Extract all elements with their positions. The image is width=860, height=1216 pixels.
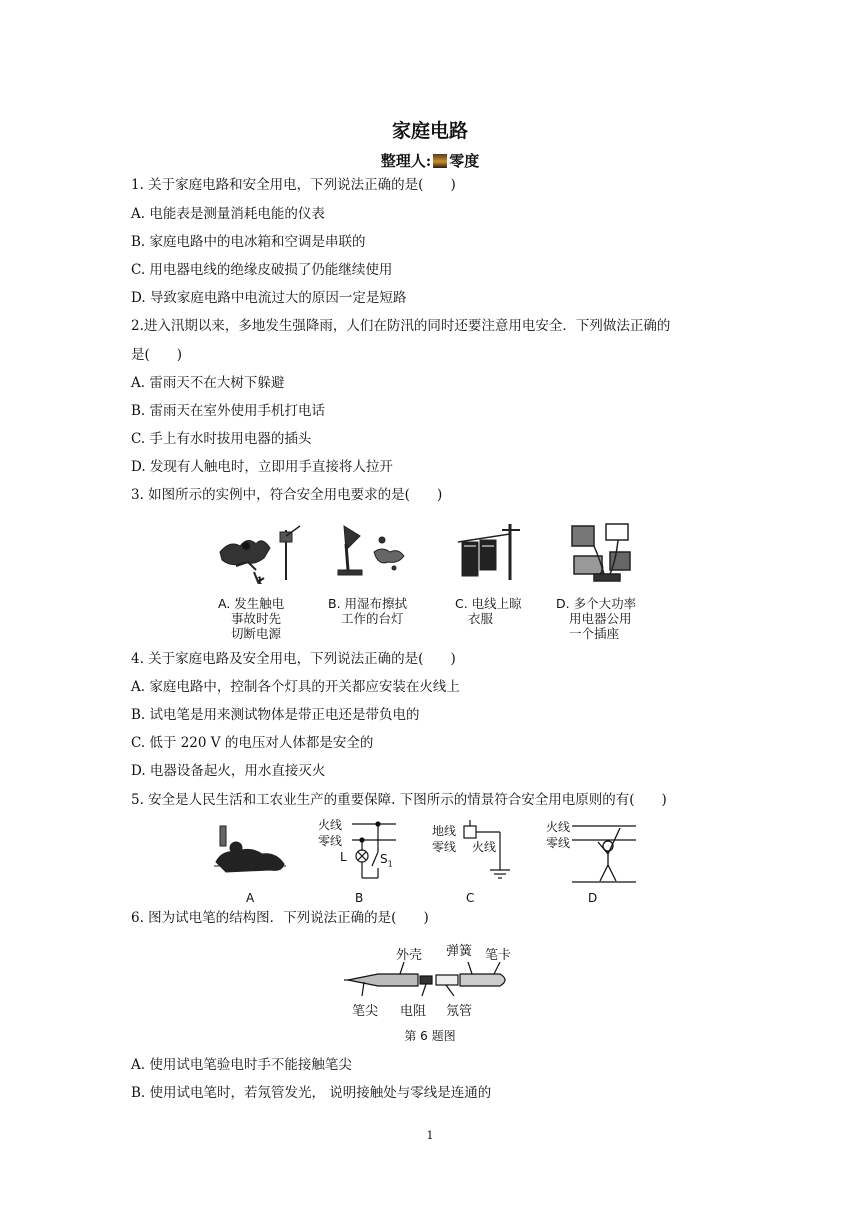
q6-option-a: A. 使用试电笔验电时手不能接触笔尖 [131, 1057, 352, 1073]
q6-stem: 6. 图为试电笔的结构图．下列说法正确的是( ) [131, 910, 429, 926]
q4-option-c: C. 低于 220 V 的电压对人体都是安全的 [131, 735, 374, 751]
author-prefix: 整理人: [380, 152, 432, 170]
q6-figure-caption: 第 6 题图 [404, 1029, 456, 1043]
q6-test-pen-figure [344, 960, 520, 1000]
q1-stem: 1. 关于家庭电路和安全用电，下列说法正确的是( ) [131, 177, 456, 193]
q6-label-spring: 弹簧 [446, 944, 473, 959]
q1-option-a: A. 电能表是测量消耗电能的仪表 [131, 206, 325, 222]
q5-d-live-label: 火线 [546, 820, 571, 834]
q3-stem: 3. 如图所示的实例中，符合安全用电要求的是( ) [131, 487, 443, 503]
q1-option-c: C. 用电器电线的绝缘皮破损了仍能继续使用 [131, 262, 393, 278]
svg-text:1: 1 [256, 576, 263, 587]
q2-option-a: A. 雷雨天不在大树下躲避 [131, 375, 285, 391]
q2-option-b: B. 雷雨天在室外使用手机打电话 [131, 403, 326, 419]
q4-option-d: D. 电器设备起火，用水直接灭火 [131, 763, 326, 779]
q5-panel-b: B [355, 891, 364, 905]
page-number: 1 [426, 1129, 434, 1142]
page-title: 家庭电路 [391, 120, 468, 142]
q1-option-b: B. 家庭电路中的电冰箱和空调是串联的 [131, 234, 366, 250]
q6-option-b: B. 使用试电笔时，若氖管发光， 说明接触处与零线是连通的 [131, 1085, 492, 1101]
q5-stem: 5. 安全是人民生活和工农业生产的重要保障. 下图所示的情景符合安全用电原则的有( ) [131, 792, 667, 808]
q3-figure-a [216, 522, 302, 586]
q6-label-resistor: 电阻 [400, 1004, 427, 1019]
q5-b-neutral-label: 零线 [318, 834, 343, 848]
q4-stem: 4. 关于家庭电路及安全用电，下列说法正确的是( ) [131, 651, 456, 667]
q5-b-switch-label: $S_1$ [380, 852, 393, 869]
q3-caption-a: A. 发生触电 事故时先 切断电源 [218, 596, 285, 641]
q5-c-ground-label: 地线 [432, 824, 457, 838]
q5-b-live-label: 火线 [318, 818, 343, 832]
q4-option-a: A. 家庭电路中，控制各个灯具的开关都应安装在火线上 [131, 679, 460, 695]
q5-panel-d: D [588, 891, 598, 905]
q4-option-b: B. 试电笔是用来测试物体是带正电还是带负电的 [131, 707, 420, 723]
q5-d-neutral-label: 零线 [546, 836, 571, 850]
author-avatar-icon [433, 154, 447, 168]
q3-caption-b: B. 用湿布擦拭 工作的台灯 [328, 596, 408, 626]
q3-figure-c [456, 520, 522, 582]
q5-c-live-label: 火线 [472, 840, 497, 854]
author-name: 零度 [449, 152, 480, 170]
q5-figure-a [212, 822, 288, 874]
q2-option-d: D. 发现有人触电时，立即用手直接将人拉开 [131, 459, 393, 475]
q3-figure-b [334, 522, 414, 578]
q6-label-clip: 笔卡 [485, 948, 512, 963]
q2-stem-line2: 是( ) [131, 347, 183, 363]
q5-c-neutral-label: 零线 [432, 840, 457, 854]
q5-panel-c: C [466, 891, 475, 905]
q6-label-shell: 外壳 [396, 948, 423, 963]
q5-panel-a: A [246, 891, 255, 905]
q1-option-d: D. 导致家庭电路中电流过大的原因一定是短路 [131, 290, 407, 306]
q3-caption-c: C. 电线上晾 衣服 [455, 596, 522, 626]
q2-stem-line1: 2.进入汛期以来，多地发生强降雨，人们在防汛的同时还要注意用电安全．下列做法正确的 [131, 318, 671, 334]
q6-label-tube: 氖管 [446, 1004, 473, 1019]
q5-b-lamp-label: L [340, 850, 347, 864]
q6-label-tip: 笔尖 [352, 1004, 379, 1019]
q2-option-c: C. 手上有水时拔用电器的插头 [131, 431, 312, 447]
author-line [0, 150, 860, 171]
q3-caption-d: D. 多个大功率 用电器公用 一个插座 [556, 596, 637, 641]
q3-figure-d [566, 516, 638, 584]
